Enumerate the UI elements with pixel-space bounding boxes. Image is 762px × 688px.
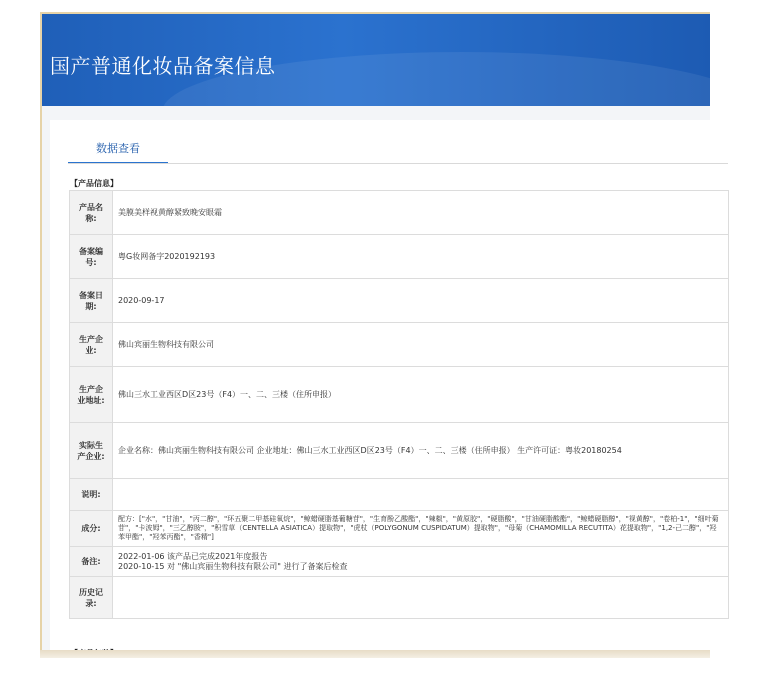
product-info-table xyxy=(69,190,729,619)
row-label-description: 说明: xyxy=(70,479,113,511)
table-row xyxy=(70,547,729,577)
page-frame xyxy=(40,12,719,652)
row-value-ingredients: 配方：["水"，"甘油"，"丙二醇"，"环五聚二甲基硅氧烷"，"鲸蜡硬脂基葡糖苷"，"生育酚乙酸酯"，"辣椒"，"黄原胶"，"硬脂酸"，"甘油硬脂酸酯"，"鲸蜡硬脂醇"，"视黄醇"，"卷柏-1"，"细叶菊苷"，"卡波姆"，"三乙醇胺"，"积雪草（CENTELLA ASIATICA）提取物"，"虎杖（POLYGONUM CUSPIDATUM）提取物"，"母菊（CHAMOMILLA RECUTITA）花提取物"，"1,2-己二醇"，"羟苯甲酯"，"羟苯丙酯"，"香精"] xyxy=(113,511,729,547)
row-label-actual-manufacturer: 实际生产企业: xyxy=(70,423,113,479)
table-row xyxy=(70,423,729,479)
section-product-info-label: 【产品信息】 xyxy=(70,179,118,188)
row-label-product-name: 产品名称: xyxy=(70,191,113,235)
row-value-manufacturer-address: 佛山三水工业西区D区23号（F4）一、二、三楼（住所申报） xyxy=(113,367,729,423)
table-row xyxy=(70,367,729,423)
table-row xyxy=(70,577,729,619)
frame-bottom-shadow xyxy=(40,650,710,658)
table-row xyxy=(70,191,729,235)
table-row xyxy=(70,479,729,511)
row-label-registration-date: 备案日期: xyxy=(70,279,113,323)
table-row xyxy=(70,235,729,279)
content-panel xyxy=(50,120,730,660)
page-title: 国产普通化妆品备案信息 xyxy=(50,54,276,78)
row-value-manufacturer: 佛山宾丽生物科技有限公司 xyxy=(113,323,729,367)
row-value-remarks: 2022-01-06 该产品已完成2021年度报告 2020-10-15 对 "佛山宾丽生物科技有限公司" 进行了备案后检查 xyxy=(113,547,729,577)
row-value-registration-date: 2020-09-17 xyxy=(113,279,729,323)
tab-data-view[interactable]: 数据查看 xyxy=(68,138,168,164)
row-value-registration-number: 粤G妆网备字2020192193 xyxy=(113,235,729,279)
row-label-remarks: 备注: xyxy=(70,547,113,577)
page-header xyxy=(42,14,710,106)
table-row xyxy=(70,323,729,367)
row-value-description xyxy=(113,479,729,511)
row-label-manufacturer-address: 生产企业地址: xyxy=(70,367,113,423)
row-label-history: 历史记录: xyxy=(70,577,113,619)
row-value-actual-manufacturer: 企业名称：佛山宾丽生物科技有限公司 企业地址：佛山三水工业西区D区23号（F4）一、二、三楼（住所申报） 生产许可证：粤妆20180254 xyxy=(113,423,729,479)
tab-divider xyxy=(68,163,728,164)
row-value-product-name: 美膜美样视黄醇紧致晚安眼霜 xyxy=(113,191,729,235)
table-row xyxy=(70,279,729,323)
table-row xyxy=(70,511,729,547)
row-label-ingredients: 成分: xyxy=(70,511,113,547)
row-value-history xyxy=(113,577,729,619)
row-label-manufacturer: 生产企业: xyxy=(70,323,113,367)
row-label-registration-number: 备案编号: xyxy=(70,235,113,279)
